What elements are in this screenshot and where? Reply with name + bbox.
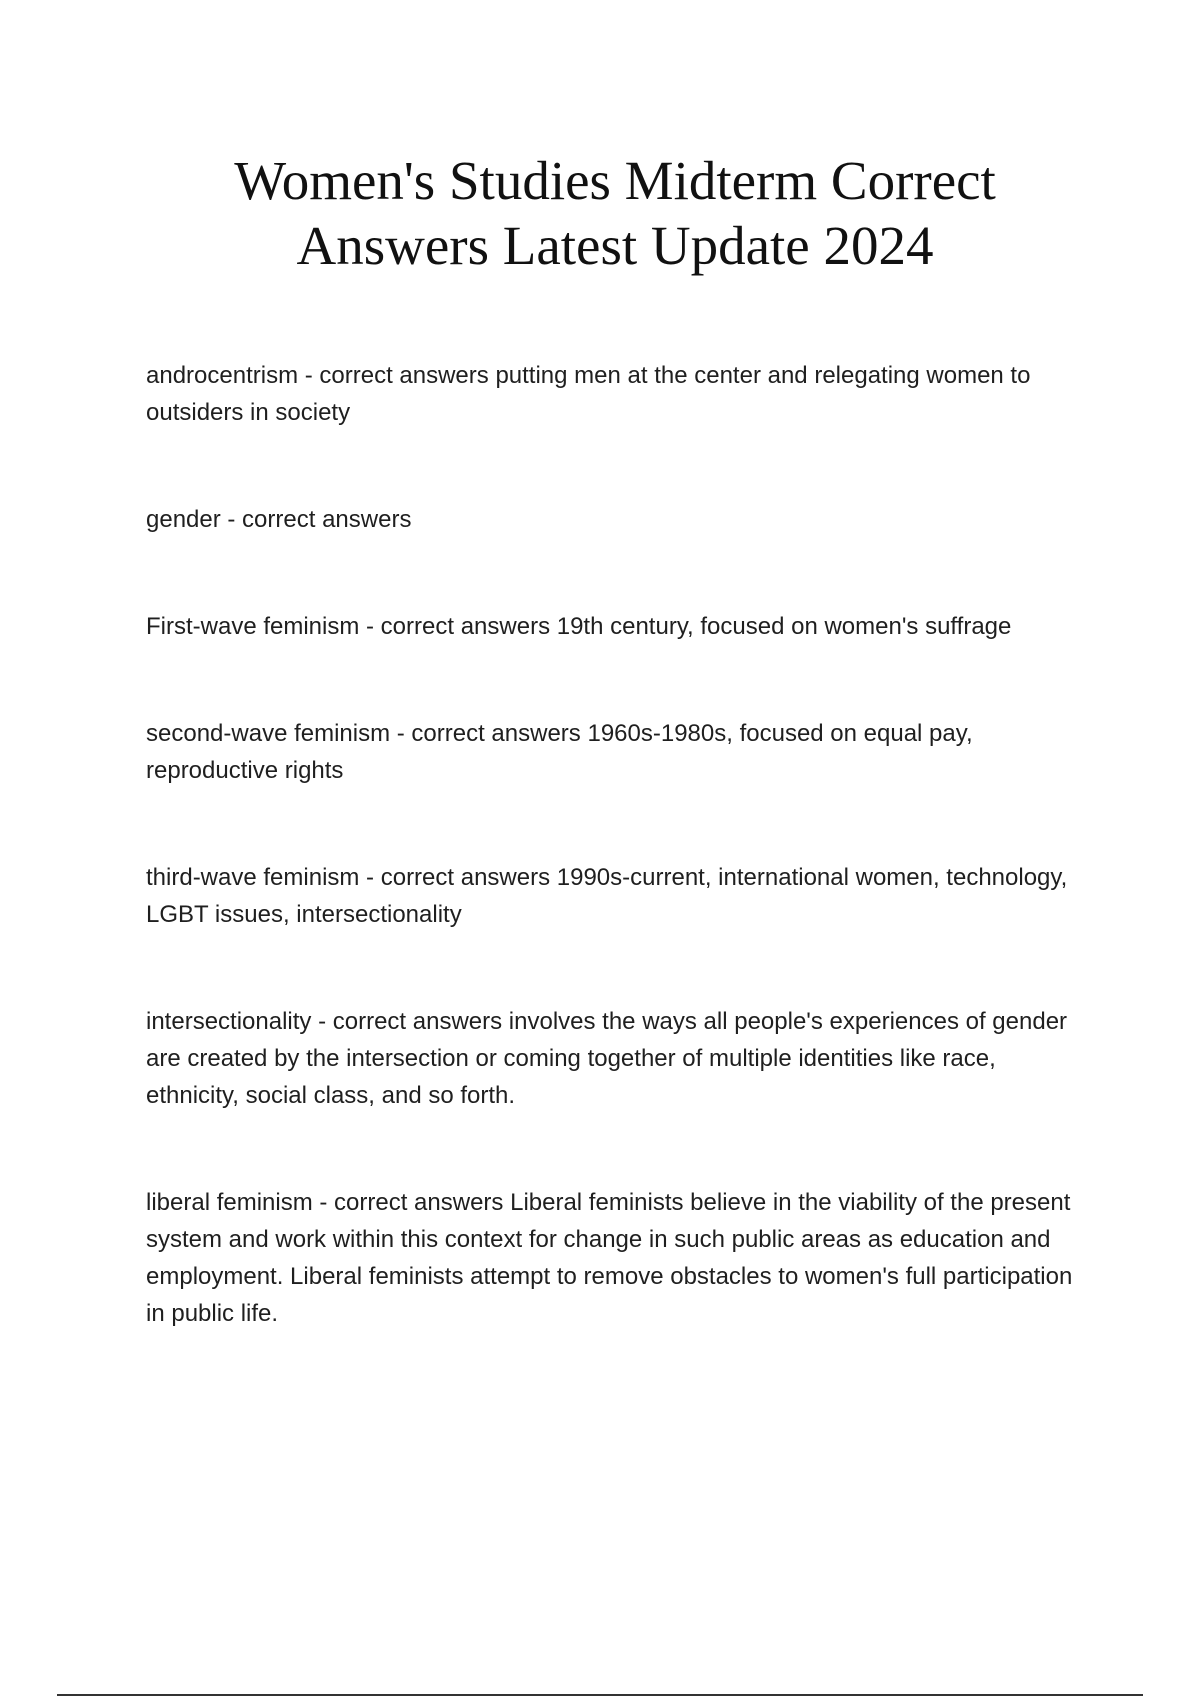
answer-list (146, 357, 1090, 1332)
answer-entry-third-wave-feminism: third-wave feminism - correct answers 1990s-current, international women, technology, LGBT issues, intersectionality (146, 864, 1068, 928)
answer-entry-second-wave-feminism: second-wave feminism - correct answers 1960s-1980s, focused on equal pay, reproductive rights (146, 720, 973, 784)
document-title: Women's Studies Midterm Correct Answers Latest Update 2024 (234, 150, 996, 276)
footer-divider (57, 1694, 1143, 1696)
answer-entry-liberal-feminism: liberal feminism - correct answers Liberal feminists believe in the viability of the present system and work within this context for change in such public areas as education and employment. Liberal feminists attempt to remove obstacles to women's full participation in public life. (146, 1189, 1073, 1327)
answer-entry-first-wave-feminism: First-wave feminism - correct answers 19th century, focused on women's suffrage (146, 613, 1012, 640)
answer-entry-androcentrism: androcentrism - correct answers putting men at the center and relegating women to outsiders in society (146, 362, 1031, 426)
answer-entry-gender: gender - correct answers (146, 506, 412, 533)
answer-entry-intersectionality: intersectionality - correct answers involves the ways all people's experiences of gender are created by the intersection or coming together of multiple identities like race, ethnicity, social class, and so forth. (146, 1008, 1068, 1109)
